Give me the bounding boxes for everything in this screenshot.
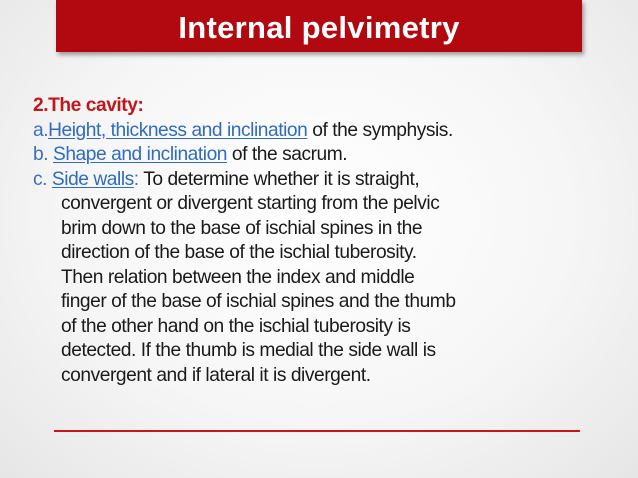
list-item-a (33, 119, 613, 144)
title-bar (56, 0, 582, 52)
text-line: detected. If the thumb is medial the side wall is (61, 340, 436, 361)
text-line: direction of the base of the ischial tuberosity. (61, 242, 417, 263)
list-marker-c: c. (33, 168, 52, 190)
list-item-c-continuation (33, 192, 613, 388)
link-side-walls[interactable]: Side walls (51, 168, 134, 190)
slide-title: Internal pelvimetry (178, 10, 460, 45)
text-line: brim down to the base of ischial spines in the (61, 217, 423, 239)
bottom-divider (54, 430, 580, 432)
list-item-c (33, 168, 613, 193)
text-line: finger of the base of ischial spines and the thumb (61, 291, 456, 312)
slide-body (33, 94, 613, 388)
list-text-a: of the symphysis. (307, 119, 453, 141)
list-marker-a: a. (33, 119, 49, 141)
text-line: convergent and if lateral it is divergent. (61, 364, 371, 386)
list-item-b (33, 143, 613, 168)
link-height-thickness[interactable]: Height, thickness and inclination (48, 119, 308, 141)
list-text-b: of the sacrum. (227, 144, 348, 165)
link-shape-inclination[interactable]: Shape and inclination (52, 144, 228, 165)
list-text-c-first: To determine whether it is straight, (143, 168, 420, 190)
text-line: convergent or divergent starting from the pelvic (61, 193, 440, 214)
text-line: Then relation between the index and middle (61, 266, 415, 288)
list-colon-c: : (133, 168, 144, 190)
text-line: of the other hand on the ischial tuberosity is (61, 315, 411, 337)
section-heading: 2.The cavity: (33, 95, 144, 116)
list-marker-b: b. (33, 144, 53, 165)
